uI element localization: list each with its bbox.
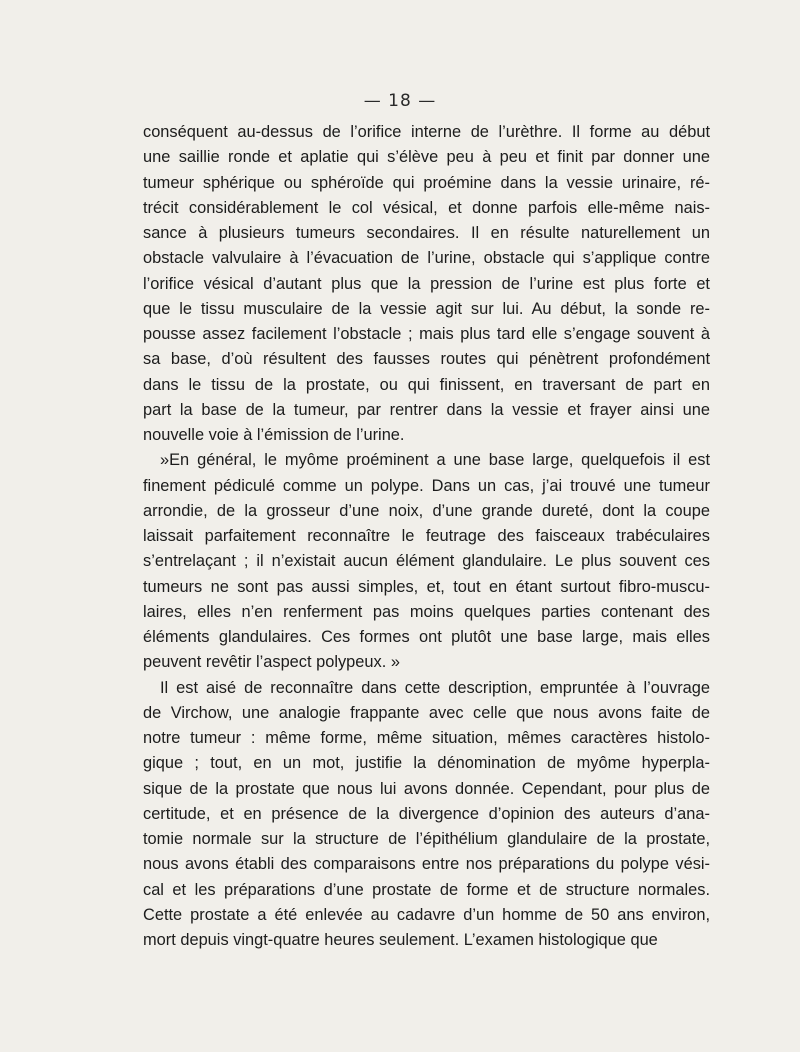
text-line: Cette prostate a été enlevée au cadavre d’un homme de 50 ans environ, bbox=[143, 905, 710, 924]
text-line: l’orifice vésical d’autant plus que la pression de l’urine est plus forte et bbox=[143, 274, 710, 293]
text-line: gique ; tout, en un mot, justifie la dénomination de myôme hyperpla- bbox=[143, 754, 710, 773]
text-line: sa base, d’où résultent des fausses routes qui pénètrent profondément bbox=[143, 350, 710, 369]
text-line: peuvent revêtir l’aspect polypeux. » bbox=[143, 653, 400, 672]
text-line: nouvelle voie à l’émission de l’urine. bbox=[143, 426, 405, 444]
text-line: dans le tissu de la prostate, ou qui finissent, en traversant de part en bbox=[143, 375, 710, 394]
text-line: trécit considérablement le col vésical, et donne parfois elle-même nais- bbox=[143, 198, 710, 217]
text-line: pousse assez facilement l’obstacle ; mais plus tard elle s’engage souvent à bbox=[143, 325, 710, 343]
text-line: éléments glandulaires. Ces formes ont plutôt une base large, mais elles bbox=[143, 628, 710, 646]
text-line: cal et les préparations d’une prostate de forme et de structure normales. bbox=[143, 880, 710, 899]
text-line: nous avons établi des comparaisons entre nos préparations du polype vési- bbox=[143, 855, 710, 874]
text-line: conséquent au-dessus de l’orifice interne de l’urèthre. Il forme au début bbox=[143, 123, 710, 141]
text-line: arrondie, de la grosseur d’une noix, d’une grande dureté, dont la coupe bbox=[143, 501, 710, 520]
text-line: laires, elles n’en renferment pas moins quelques parties contenant des bbox=[143, 602, 710, 621]
text-line: mort depuis vingt-quatre heures seulement. L’examen histologique que bbox=[143, 931, 658, 949]
page-number: — 18 — bbox=[363, 91, 437, 111]
text-line: de Virchow, une analogie frappante avec celle que nous avons faite de bbox=[143, 703, 710, 722]
text-line: que le tissu musculaire de la vessie agit sur lui. Au début, la sonde re- bbox=[143, 299, 710, 318]
text-line: s’entrelaçant ; il n’existait aucun élément glandulaire. Le plus souvent ces bbox=[143, 552, 710, 571]
text-line: sique de la prostate que nous lui avons donnée. Cependant, pour plus de bbox=[143, 779, 710, 798]
paragraph-3 bbox=[143, 676, 710, 954]
text-line: obstacle valvulaire à l’évacuation de l’urine, obstacle qui s’applique contre bbox=[143, 249, 710, 268]
text-line: une saillie ronde et aplatie qui s’élève peu à peu et finit par donner une bbox=[143, 148, 710, 167]
text-line: part la base de la tumeur, par rentrer dans la vessie et frayer ainsi une bbox=[143, 400, 710, 419]
text-line: Il est aisé de reconnaître dans cette description, empruntée à l’ouvrage bbox=[160, 678, 710, 697]
paragraph-2 bbox=[143, 448, 710, 675]
text-line: tumeur sphérique ou sphéroïde qui proémine dans la vessie urinaire, ré- bbox=[143, 173, 710, 192]
text-line: certitude, et en présence de la divergence d’opinion des auteurs d’ana- bbox=[143, 804, 710, 823]
text-line: finement pédiculé comme un polype. Dans un cas, j’ai trouvé une tumeur bbox=[143, 476, 710, 495]
text-line: laissait parfaitement reconnaître le feutrage des faisceaux trabéculaires bbox=[143, 527, 710, 545]
text-line: notre tumeur : même forme, même situation, mêmes caractères histolo- bbox=[143, 729, 710, 747]
text-line: »En général, le myôme proéminent a une base large, quelquefois il est bbox=[160, 451, 710, 470]
body-text bbox=[143, 120, 710, 953]
text-line: tomie normale sur la structure de l’épithélium glandulaire de la prostate, bbox=[143, 830, 710, 848]
text-line: tumeurs ne sont pas aussi simples, et, tout en étant surtout fibro-muscu- bbox=[143, 577, 710, 596]
text-line: sance à plusieurs tumeurs secondaires. Il en résulte naturellement un bbox=[143, 224, 710, 242]
paragraph-1 bbox=[143, 120, 710, 448]
